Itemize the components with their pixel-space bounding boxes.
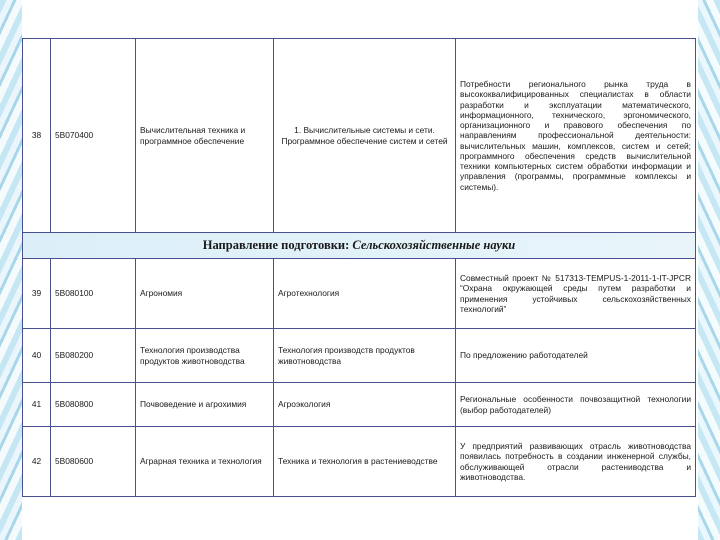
decorative-right-border: [698, 0, 720, 540]
section-band: [23, 233, 696, 259]
decorative-left-border: [0, 0, 22, 540]
table-row: [23, 427, 696, 497]
section-heading-label: Направление подготовки:: [202, 237, 350, 252]
specialty-code: 5В080200: [51, 329, 136, 383]
row-number: 39: [23, 259, 51, 329]
specialty-name: Вычислительная техника и программное обеспечение: [136, 39, 274, 233]
specialty-name: Почвоведение и агрохимия: [136, 383, 274, 427]
justification-text: Потребности регионального рынка труда в высококвалифицированных специалистах в области разработки и эксплуатации математического, информационного, технического, эргономического, организационного и правового обеспечения по направлениям профессиональной деятельности: вычислительных машин, комплексов, систем и сетей; программного обеспечения средств вычислительной техники компьютерных систем обработки информации и управления (программы, программные комплексы и системы).: [456, 39, 696, 233]
direction-name: Техника и технология в растениеводстве: [274, 427, 456, 497]
specialties-table: [22, 38, 696, 497]
justification-text: Региональные особенности почвозащитной технологии (выбор работодателей): [456, 383, 696, 427]
table-row: [23, 329, 696, 383]
specialty-code: 5В080100: [51, 259, 136, 329]
section-heading-value: Сельскохозяйственные науки: [352, 237, 516, 252]
justification-text: По предложению работодателей: [456, 329, 696, 383]
direction-name: Агротехнология: [274, 259, 456, 329]
justification-text: Совместный проект № 517313-TEMPUS-1-2011-1-IT-JPCR “Охрана окружающей среды путем разработки и применения устойчивых сельскохозяйственных технологий”: [456, 259, 696, 329]
specialty-code: 5В080800: [51, 383, 136, 427]
row-number: 42: [23, 427, 51, 497]
row-number: 38: [23, 39, 51, 233]
direction-name: 1. Вычислительные системы и сети. Программное обеспечение систем и сетей: [274, 39, 456, 233]
specialty-code: 5В080600: [51, 427, 136, 497]
specialty-name: Агрономия: [136, 259, 274, 329]
direction-name: Технология производств продуктов животноводства: [274, 329, 456, 383]
specialty-name: Аграрная техника и технология: [136, 427, 274, 497]
table-row: [23, 259, 696, 329]
direction-name: Агроэкология: [274, 383, 456, 427]
table-row: [23, 39, 696, 233]
section-heading: [23, 233, 696, 259]
row-number: 40: [23, 329, 51, 383]
specialty-code: 5В070400: [51, 39, 136, 233]
table-row: [23, 383, 696, 427]
justification-text: У предприятий развивающих отрасль животноводства появилась потребность в создании инженерной службы, обслуживающей отрасли растениводства и животноводства.: [456, 427, 696, 497]
row-number: 41: [23, 383, 51, 427]
specialty-name: Технология производства продуктов животноводства: [136, 329, 274, 383]
